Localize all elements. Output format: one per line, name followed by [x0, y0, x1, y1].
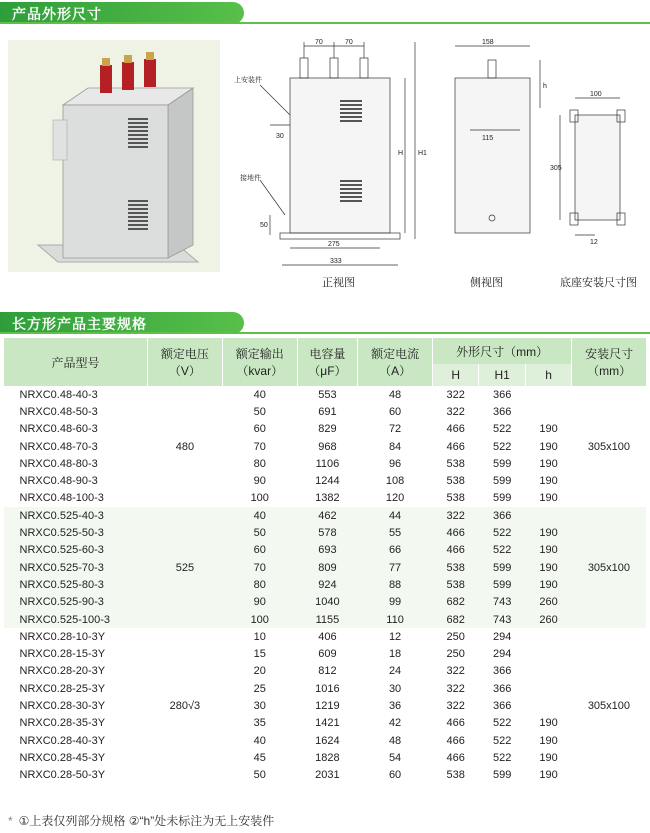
cell-output: 70 [222, 559, 297, 576]
cell-model: NRXC0.28-30-3Y [4, 697, 148, 714]
dim-30: 30 [276, 133, 284, 140]
dim-12: 12 [590, 239, 598, 246]
dim-70b: 70 [345, 39, 353, 46]
cell-capacitance: 968 [297, 438, 358, 455]
dim-70a: 70 [315, 39, 323, 46]
cell-capacitance: 1016 [297, 680, 358, 697]
cell-output: 60 [222, 542, 297, 559]
cell-current: 77 [358, 559, 433, 576]
col-h: h [525, 364, 571, 386]
cell-install: 305x100 [572, 386, 646, 507]
cell-output: 90 [222, 594, 297, 611]
cell-model: NRXC0.525-100-3 [4, 611, 148, 628]
label-mount: 上安装件 [234, 77, 262, 84]
cell-H1: 599 [479, 472, 525, 489]
table-row [4, 594, 647, 611]
table-header-row [4, 338, 647, 364]
cell-current: 42 [358, 715, 433, 732]
cell-output: 15 [222, 645, 297, 662]
cell-output: 25 [222, 680, 297, 697]
cell-current: 36 [358, 697, 433, 714]
cell-model: NRXC0.28-10-3Y [4, 628, 148, 645]
cell-H1: 294 [479, 628, 525, 645]
cell-model: NRXC0.525-70-3 [4, 559, 148, 576]
cell-current: 60 [358, 767, 433, 784]
star-icon: * [8, 814, 13, 828]
base-caption: 底座安装尺寸图 [560, 277, 637, 289]
cell-model: NRXC0.48-60-3 [4, 421, 148, 438]
cell-model: NRXC0.48-80-3 [4, 455, 148, 472]
cell-output: 30 [222, 697, 297, 714]
cell-model: NRXC0.28-40-3Y [4, 732, 148, 749]
table-row [4, 732, 647, 749]
cell-model: NRXC0.28-50-3Y [4, 767, 148, 784]
cell-current: 18 [358, 645, 433, 662]
cell-H1: 294 [479, 645, 525, 662]
cell-H: 322 [432, 680, 478, 697]
cell-H: 538 [432, 576, 478, 593]
cell-output: 100 [222, 611, 297, 628]
cell-H1: 743 [479, 611, 525, 628]
table-row [4, 749, 647, 766]
spec-table [3, 338, 646, 784]
dim-158: 158 [482, 39, 494, 46]
cell-current: 120 [358, 490, 433, 507]
cell-output: 35 [222, 715, 297, 732]
cell-H: 538 [432, 472, 478, 489]
cell-current: 48 [358, 386, 433, 403]
cell-capacitance: 609 [297, 645, 358, 662]
table-row [4, 542, 647, 559]
table-row [4, 559, 647, 576]
cell-h: 190 [525, 455, 571, 472]
cell-output: 80 [222, 455, 297, 472]
cell-capacitance: 812 [297, 663, 358, 680]
cell-output: 60 [222, 421, 297, 438]
cell-output: 50 [222, 403, 297, 420]
cell-h: 190 [525, 421, 571, 438]
cell-output: 40 [222, 386, 297, 403]
col-capacitance: 电容量 （μF） [297, 338, 358, 386]
cell-h: 190 [525, 472, 571, 489]
cell-H: 322 [432, 386, 478, 403]
cell-h: 190 [525, 559, 571, 576]
cell-H1: 366 [479, 507, 525, 524]
cell-output: 80 [222, 576, 297, 593]
cell-H: 322 [432, 697, 478, 714]
cell-capacitance: 1219 [297, 697, 358, 714]
table-row [4, 645, 647, 662]
cell-current: 55 [358, 524, 433, 541]
cell-H: 466 [432, 542, 478, 559]
label-ground: 接地件 [240, 175, 261, 182]
table-row [4, 576, 647, 593]
front-caption: 正视图 [322, 277, 355, 289]
cell-H1: 366 [479, 403, 525, 420]
cell-h: 190 [525, 732, 571, 749]
cell-H: 466 [432, 749, 478, 766]
cell-capacitance: 1244 [297, 472, 358, 489]
cell-capacitance: 1828 [297, 749, 358, 766]
cell-capacitance: 578 [297, 524, 358, 541]
cell-output: 40 [222, 732, 297, 749]
cell-model: NRXC0.48-50-3 [4, 403, 148, 420]
cell-H1: 522 [479, 542, 525, 559]
cell-H1: 522 [479, 438, 525, 455]
cell-output: 40 [222, 507, 297, 524]
cell-h [525, 403, 571, 420]
cell-H1: 522 [479, 421, 525, 438]
cell-H: 322 [432, 663, 478, 680]
cell-capacitance: 406 [297, 628, 358, 645]
footnote-text: ①上表仅列部分规格 ②“h”处未标注为无上安装件 [18, 814, 275, 828]
dim-50: 50 [260, 222, 268, 229]
cell-H: 682 [432, 611, 478, 628]
col-H: H [432, 364, 478, 386]
side-caption: 侧视图 [470, 277, 503, 289]
cell-capacitance: 691 [297, 403, 358, 420]
cell-H: 466 [432, 421, 478, 438]
cell-voltage: 480 [148, 386, 223, 507]
table-row [4, 715, 647, 732]
cell-H: 538 [432, 559, 478, 576]
cell-voltage: 280√3 [148, 628, 223, 784]
section-title: 长方形产品主要规格 [12, 316, 147, 332]
table-row [4, 680, 647, 697]
cell-output: 90 [222, 472, 297, 489]
cell-model: NRXC0.48-100-3 [4, 490, 148, 507]
dim-275: 275 [328, 241, 340, 248]
table-row [4, 507, 647, 524]
cell-model: NRXC0.48-90-3 [4, 472, 148, 489]
cell-capacitance: 1155 [297, 611, 358, 628]
col-current: 额定电流 （A） [358, 338, 433, 386]
cell-H1: 366 [479, 697, 525, 714]
cell-current: 110 [358, 611, 433, 628]
cell-h [525, 680, 571, 697]
cell-install: 305x100 [572, 628, 646, 784]
cell-H: 466 [432, 715, 478, 732]
cell-H1: 366 [479, 663, 525, 680]
section-banner-outline [0, 2, 244, 24]
cell-output: 50 [222, 524, 297, 541]
cell-H1: 599 [479, 559, 525, 576]
cell-current: 24 [358, 663, 433, 680]
cell-capacitance: 693 [297, 542, 358, 559]
cell-model: NRXC0.525-80-3 [4, 576, 148, 593]
cell-current: 84 [358, 438, 433, 455]
cell-H1: 599 [479, 490, 525, 507]
cell-current: 108 [358, 472, 433, 489]
cell-current: 48 [358, 732, 433, 749]
cell-model: NRXC0.525-90-3 [4, 594, 148, 611]
cell-install: 305x100 [572, 507, 646, 628]
dim-100: 100 [590, 91, 602, 98]
footnote [8, 812, 274, 829]
cell-capacitance: 829 [297, 421, 358, 438]
table-row [4, 421, 647, 438]
cell-H1: 522 [479, 524, 525, 541]
cell-h: 190 [525, 767, 571, 784]
dim-H: H [398, 150, 404, 157]
cell-h: 190 [525, 576, 571, 593]
cell-h [525, 645, 571, 662]
table-row [4, 472, 647, 489]
table-row [4, 611, 647, 628]
cell-output: 20 [222, 663, 297, 680]
cell-h: 260 [525, 594, 571, 611]
col-output: 额定输出 （kvar） [222, 338, 297, 386]
cell-H1: 522 [479, 732, 525, 749]
cell-h: 190 [525, 438, 571, 455]
cell-h [525, 663, 571, 680]
table-row [4, 663, 647, 680]
cell-capacitance: 2031 [297, 767, 358, 784]
cell-model: NRXC0.525-40-3 [4, 507, 148, 524]
section-banner-specs [0, 312, 244, 334]
cell-current: 96 [358, 455, 433, 472]
cell-current: 44 [358, 507, 433, 524]
cell-H: 250 [432, 628, 478, 645]
cell-current: 66 [358, 542, 433, 559]
cell-H: 466 [432, 732, 478, 749]
cell-model: NRXC0.28-20-3Y [4, 663, 148, 680]
col-voltage: 额定电压 （V） [148, 338, 223, 386]
cell-H: 538 [432, 455, 478, 472]
cell-voltage: 525 [148, 507, 223, 628]
cell-h [525, 386, 571, 403]
table-row [4, 438, 647, 455]
cell-model: NRXC0.28-35-3Y [4, 715, 148, 732]
cell-model: NRXC0.48-70-3 [4, 438, 148, 455]
cell-capacitance: 462 [297, 507, 358, 524]
cell-H: 322 [432, 403, 478, 420]
cell-model: NRXC0.28-45-3Y [4, 749, 148, 766]
cell-H: 250 [432, 645, 478, 662]
cell-h: 190 [525, 715, 571, 732]
cell-H1: 599 [479, 455, 525, 472]
cell-model: NRXC0.28-25-3Y [4, 680, 148, 697]
cell-H1: 522 [479, 749, 525, 766]
cell-h [525, 628, 571, 645]
cell-capacitance: 1624 [297, 732, 358, 749]
table-row [4, 386, 647, 403]
cell-current: 54 [358, 749, 433, 766]
cell-H1: 599 [479, 767, 525, 784]
table-row [4, 490, 647, 507]
cell-h [525, 507, 571, 524]
table-row [4, 524, 647, 541]
cell-capacitance: 1382 [297, 490, 358, 507]
cell-current: 60 [358, 403, 433, 420]
section-divider [0, 332, 650, 334]
cell-model: NRXC0.525-50-3 [4, 524, 148, 541]
cell-H: 466 [432, 524, 478, 541]
product-photo [8, 40, 220, 272]
cell-H: 322 [432, 507, 478, 524]
cell-H1: 599 [479, 576, 525, 593]
cell-H1: 743 [479, 594, 525, 611]
dim-H1: H1 [418, 150, 427, 157]
cell-h: 260 [525, 611, 571, 628]
capacitor-illustration [8, 40, 220, 272]
cell-model: NRXC0.525-60-3 [4, 542, 148, 559]
cell-h: 190 [525, 490, 571, 507]
dim-115: 115 [482, 135, 494, 142]
cell-H1: 522 [479, 715, 525, 732]
cell-capacitance: 924 [297, 576, 358, 593]
cell-H: 682 [432, 594, 478, 611]
cell-current: 99 [358, 594, 433, 611]
cell-current: 72 [358, 421, 433, 438]
cell-h [525, 697, 571, 714]
cell-H: 466 [432, 438, 478, 455]
table-body [4, 386, 647, 784]
cell-h: 190 [525, 542, 571, 559]
cell-output: 70 [222, 438, 297, 455]
cell-h: 190 [525, 749, 571, 766]
cell-h: 190 [525, 524, 571, 541]
section-title: 产品外形尺寸 [12, 6, 102, 22]
cell-current: 30 [358, 680, 433, 697]
cell-capacitance: 809 [297, 559, 358, 576]
dim-h: h [543, 83, 547, 90]
section-divider [0, 22, 650, 24]
cell-H1: 366 [479, 680, 525, 697]
cell-output: 10 [222, 628, 297, 645]
cell-H: 538 [432, 767, 478, 784]
cell-output: 45 [222, 749, 297, 766]
col-model: 产品型号 [4, 338, 148, 386]
cell-H: 538 [432, 490, 478, 507]
cell-current: 88 [358, 576, 433, 593]
cell-output: 50 [222, 767, 297, 784]
cell-model: NRXC0.28-15-3Y [4, 645, 148, 662]
table-row [4, 697, 647, 714]
col-H1: H1 [479, 364, 525, 386]
col-dims: 外形尺寸（mm） [432, 338, 571, 364]
cell-current: 12 [358, 628, 433, 645]
dim-305: 305 [550, 165, 562, 172]
cell-model: NRXC0.48-40-3 [4, 386, 148, 403]
table-row [4, 403, 647, 420]
table-row [4, 767, 647, 784]
dim-333: 333 [330, 258, 342, 265]
cell-capacitance: 553 [297, 386, 358, 403]
cell-capacitance: 1421 [297, 715, 358, 732]
table-row [4, 455, 647, 472]
cell-capacitance: 1040 [297, 594, 358, 611]
cell-output: 100 [222, 490, 297, 507]
technical-drawings [230, 30, 645, 290]
table-row [4, 628, 647, 645]
col-install: 安装尺寸 （mm） [572, 338, 646, 386]
cell-capacitance: 1106 [297, 455, 358, 472]
cell-H1: 366 [479, 386, 525, 403]
